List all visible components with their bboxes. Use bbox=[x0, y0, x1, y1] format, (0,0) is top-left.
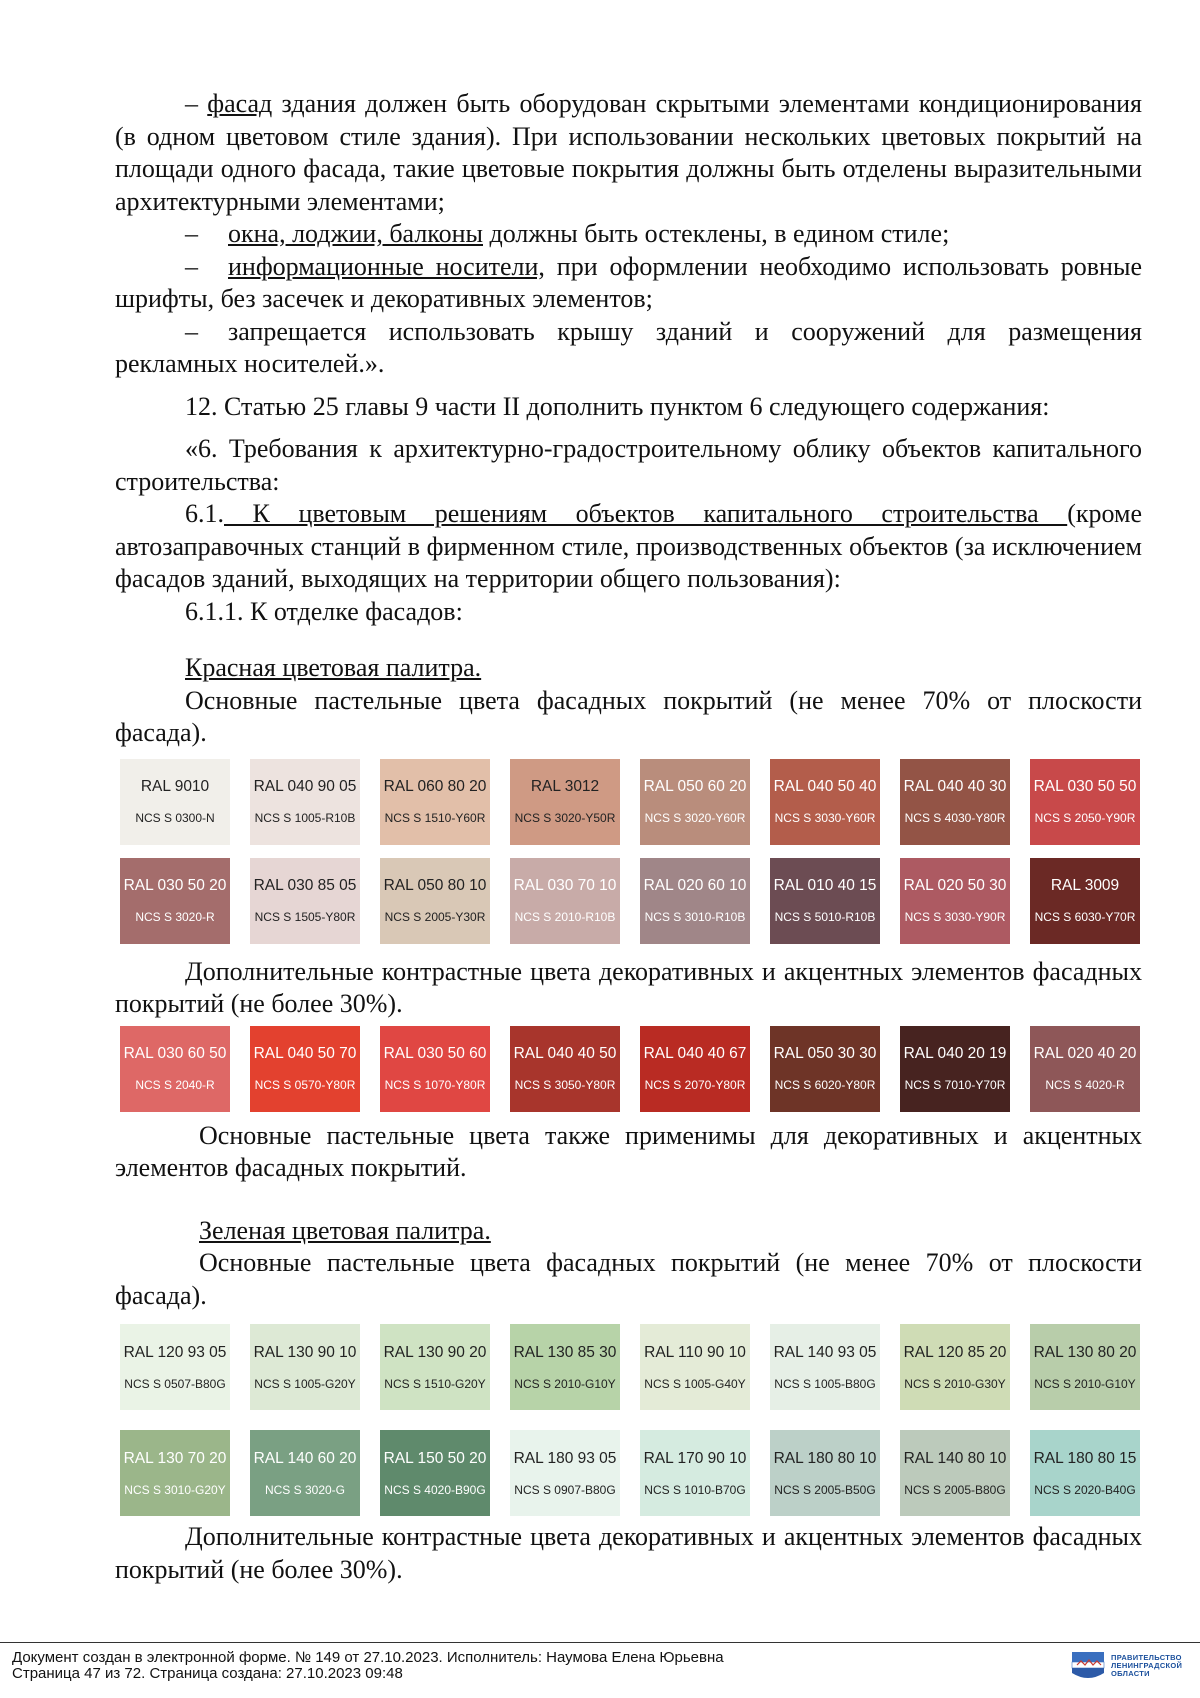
color-swatch bbox=[1030, 1430, 1140, 1516]
swatch-ncs-code: NCS S 2070-Y80R bbox=[644, 1078, 746, 1092]
swatch-ncs-code: NCS S 3010-R10B bbox=[644, 910, 746, 924]
swatch-ncs-code: NCS S 2010-R10B bbox=[514, 910, 616, 924]
color-swatch bbox=[380, 1026, 490, 1112]
swatch-ral-code: RAL 010 40 15 bbox=[773, 877, 877, 894]
red-palette-heading: Красная цветовая палитра. bbox=[185, 653, 482, 682]
paragraph-requirements: «6. Требования к архитектурно-градостроительному облику объектов капитального строительства: bbox=[115, 434, 1142, 496]
paragraph-text: должны быть остеклены, в едином стиле; bbox=[483, 219, 950, 248]
clause-number: 6.1. bbox=[185, 499, 224, 528]
swatch-ral-code: RAL 130 90 20 bbox=[383, 1343, 487, 1361]
swatch-ral-code: RAL 120 93 05 bbox=[123, 1343, 227, 1361]
swatch-ral-code: RAL 030 50 60 bbox=[383, 1045, 487, 1062]
swatch-ral-code: RAL 050 30 30 bbox=[773, 1045, 877, 1062]
swatch-ncs-code: NCS S 2005-Y30R bbox=[384, 910, 486, 924]
color-swatch bbox=[120, 858, 230, 944]
swatch-ral-code: RAL 9010 bbox=[140, 778, 210, 795]
color-swatch bbox=[510, 858, 620, 944]
swatch-ral-code: RAL 180 80 15 bbox=[1033, 1449, 1137, 1467]
list-dash: – bbox=[185, 251, 198, 281]
swatch-ral-code: RAL 150 50 20 bbox=[383, 1449, 487, 1467]
swatch-ral-code: RAL 020 50 30 bbox=[903, 877, 1007, 894]
color-swatch bbox=[380, 1430, 490, 1516]
swatch-ncs-code: NCS S 2005-B50G bbox=[774, 1482, 876, 1497]
color-swatch bbox=[1030, 1026, 1140, 1112]
swatch-ncs-code: NCS S 2020-B40G bbox=[1034, 1482, 1136, 1497]
color-swatch bbox=[1030, 1324, 1140, 1410]
color-swatch bbox=[250, 759, 360, 845]
logo-line: ЛЕНИНГРАДСКОЙ bbox=[1111, 1661, 1183, 1670]
swatch-ral-code: RAL 130 70 20 bbox=[123, 1449, 227, 1467]
swatch-ncs-code: NCS S 1010-B70G bbox=[644, 1482, 746, 1497]
list-dash: – bbox=[185, 219, 198, 248]
footer-line-page: Страница 47 из 72. Страница создана: 27.10.2023 09:48 bbox=[12, 1665, 403, 1682]
color-swatch bbox=[250, 1430, 360, 1516]
swatch-ral-code: RAL 020 40 20 bbox=[1033, 1045, 1137, 1062]
swatch-ral-code: RAL 040 40 67 bbox=[643, 1045, 747, 1062]
red-extra-caption: Дополнительные контрастные цвета декоративных и акцентных элементов фасадных покрытий (не более 30%). bbox=[115, 956, 1142, 1018]
swatch-ncs-code: NCS S 3030-Y90R bbox=[904, 910, 1006, 924]
red-main-caption: Основные пастельные цвета фасадных покрытий (не менее 70% от плоскости фасада). bbox=[115, 685, 1142, 747]
swatch-ncs-code: NCS S 7010-Y70R bbox=[904, 1078, 1006, 1092]
swatch-ral-code: RAL 3009 bbox=[1050, 877, 1120, 894]
swatch-ral-code: RAL 140 93 05 bbox=[773, 1343, 877, 1361]
color-swatch bbox=[640, 1324, 750, 1410]
swatch-ncs-code: NCS S 0300-N bbox=[135, 811, 215, 825]
paragraph-windows bbox=[115, 218, 1142, 251]
swatch-ral-code: RAL 180 93 05 bbox=[513, 1449, 617, 1467]
color-swatch bbox=[770, 1430, 880, 1516]
swatch-ncs-code: NCS S 3020-R bbox=[135, 910, 215, 924]
swatch-ral-code: RAL 030 60 50 bbox=[123, 1045, 227, 1062]
document-page bbox=[115, 88, 1142, 1586]
logo-line: ПРАВИТЕЛЬСТВО bbox=[1111, 1653, 1182, 1662]
swatch-ral-code: RAL 060 80 20 bbox=[383, 778, 487, 795]
color-swatch bbox=[770, 858, 880, 944]
color-swatch bbox=[770, 1026, 880, 1112]
swatch-ral-code: RAL 030 85 05 bbox=[253, 877, 357, 894]
swatch-ncs-code: NCS S 1510-Y60R bbox=[384, 811, 486, 825]
color-swatch bbox=[640, 1430, 750, 1516]
color-swatch bbox=[640, 1026, 750, 1112]
logo-text bbox=[1111, 1654, 1182, 1678]
swatch-ncs-code: NCS S 1005-G20Y bbox=[254, 1376, 356, 1391]
swatch-ncs-code: NCS S 1510-G20Y bbox=[384, 1376, 486, 1391]
swatch-ncs-code: NCS S 2010-G30Y bbox=[904, 1376, 1006, 1391]
paragraph-roof bbox=[115, 316, 1142, 381]
term-info-carriers: информационные носители, bbox=[228, 251, 545, 281]
color-swatch bbox=[770, 1324, 880, 1410]
coat-of-arms-icon bbox=[1071, 1651, 1105, 1681]
swatch-ncs-code: NCS S 3010-G20Y bbox=[124, 1482, 226, 1497]
swatch-ncs-code: NCS S 1005-R10B bbox=[254, 811, 356, 825]
swatch-ncs-code: NCS S 4020-R bbox=[1045, 1078, 1125, 1092]
color-swatch bbox=[510, 759, 620, 845]
red-main-row-2 bbox=[120, 858, 1142, 944]
swatch-ral-code: RAL 130 80 20 bbox=[1033, 1343, 1137, 1361]
swatch-ncs-code: NCS S 4030-Y80R bbox=[904, 811, 1006, 825]
red-note: Основные пастельные цвета также применимы для декоративных и акцентных элементов фасадных покрытий. bbox=[115, 1120, 1142, 1182]
green-main-row-2 bbox=[120, 1430, 1142, 1516]
color-swatch bbox=[120, 759, 230, 845]
color-swatch bbox=[510, 1026, 620, 1112]
swatch-ral-code: RAL 040 90 05 bbox=[253, 778, 357, 795]
term-windows: окна, лоджии, балконы bbox=[228, 219, 483, 248]
swatch-ncs-code: NCS S 3020-Y50R bbox=[514, 811, 616, 825]
government-logo bbox=[1071, 1651, 1182, 1681]
swatch-ral-code: RAL 040 50 70 bbox=[253, 1045, 357, 1062]
paragraph-facade-finish: 6.1.1. К отделке фасадов: bbox=[185, 596, 463, 626]
swatch-ral-code: RAL 050 60 20 bbox=[643, 778, 747, 795]
swatch-ral-code: RAL 030 70 10 bbox=[513, 877, 617, 894]
color-swatch bbox=[900, 1026, 1010, 1112]
swatch-ncs-code: NCS S 6030-Y70R bbox=[1034, 910, 1136, 924]
swatch-ncs-code: NCS S 0507-B80G bbox=[124, 1376, 226, 1391]
color-swatch bbox=[380, 1324, 490, 1410]
swatch-ncs-code: NCS S 2005-B80G bbox=[904, 1482, 1006, 1497]
footer-text bbox=[12, 1650, 724, 1682]
swatch-ral-code: RAL 130 90 10 bbox=[253, 1343, 357, 1361]
paragraph-facade bbox=[115, 88, 1142, 218]
color-swatch bbox=[640, 858, 750, 944]
swatch-ncs-code: NCS S 3020-Y60R bbox=[644, 811, 746, 825]
swatch-ral-code: RAL 040 50 40 bbox=[773, 778, 877, 795]
swatch-ncs-code: NCS S 3050-Y80R bbox=[514, 1078, 616, 1092]
color-swatch bbox=[1030, 759, 1140, 845]
paragraph-article-25: 12. Статью 25 главы 9 части II дополнить пунктом 6 следующего содержания: bbox=[185, 391, 1050, 421]
color-swatch bbox=[380, 858, 490, 944]
color-swatch bbox=[250, 1026, 360, 1112]
clause-title: К цветовым решениям объектов капитального строительства bbox=[224, 499, 1068, 528]
swatch-ncs-code: NCS S 2050-Y90R bbox=[1034, 811, 1136, 825]
color-swatch bbox=[510, 1324, 620, 1410]
swatch-ncs-code: NCS S 3020-G bbox=[264, 1482, 346, 1497]
color-swatch bbox=[900, 858, 1010, 944]
red-main-row-1 bbox=[120, 759, 1142, 845]
color-swatch bbox=[380, 759, 490, 845]
swatch-ncs-code: NCS S 3030-Y60R bbox=[774, 811, 876, 825]
swatch-ncs-code: NCS S 5010-R10B bbox=[774, 910, 876, 924]
swatch-ncs-code: NCS S 2010-G10Y bbox=[1034, 1376, 1136, 1391]
paragraph-color-solutions bbox=[115, 498, 1142, 596]
term-facade: фасад bbox=[207, 89, 273, 118]
swatch-ral-code: RAL 040 40 50 bbox=[513, 1045, 617, 1062]
color-swatch bbox=[120, 1026, 230, 1112]
document-footer bbox=[0, 1642, 1200, 1682]
color-swatch bbox=[120, 1430, 230, 1516]
color-swatch bbox=[900, 1324, 1010, 1410]
swatch-ral-code: RAL 050 80 10 bbox=[383, 877, 487, 894]
list-dash: – bbox=[185, 316, 198, 346]
color-swatch bbox=[1030, 858, 1140, 944]
color-swatch bbox=[770, 759, 880, 845]
swatch-ncs-code: NCS S 1005-G40Y bbox=[644, 1376, 746, 1391]
paragraph-text: (кроме автозаправочных станций в фирменном стиле, производственных объектов (за исключением фасадов зданий, выходящих на территории общего пользования): bbox=[115, 499, 1142, 593]
paragraph-info-carriers bbox=[115, 251, 1142, 316]
color-swatch bbox=[900, 759, 1010, 845]
swatch-ncs-code: NCS S 6020-Y80R bbox=[774, 1078, 876, 1092]
color-swatch bbox=[120, 1324, 230, 1410]
swatch-ral-code: RAL 140 80 10 bbox=[903, 1449, 1007, 1467]
swatch-ncs-code: NCS S 1070-Y80R bbox=[384, 1078, 486, 1092]
footer-line-document: Документ создан в электронной форме. № 149 от 27.10.2023. Исполнитель: Наумова Елена Юрьевна bbox=[12, 1649, 724, 1666]
color-swatch bbox=[510, 1430, 620, 1516]
swatch-ncs-code: NCS S 1005-B80G bbox=[774, 1376, 876, 1391]
swatch-ral-code: RAL 030 50 50 bbox=[1033, 778, 1137, 795]
green-main-row-1 bbox=[120, 1324, 1142, 1410]
green-extra-caption: Дополнительные контрастные цвета декоративных и акцентных элементов фасадных покрытий (не более 30%). bbox=[115, 1522, 1142, 1584]
color-swatch bbox=[250, 1324, 360, 1410]
swatch-ral-code: RAL 110 90 10 bbox=[644, 1343, 746, 1361]
color-swatch bbox=[640, 759, 750, 845]
swatch-ral-code: RAL 140 60 20 bbox=[253, 1449, 357, 1467]
green-palette-heading: Зеленая цветовая палитра. bbox=[199, 1215, 491, 1245]
swatch-ral-code: RAL 3012 bbox=[530, 778, 600, 795]
logo-line: ОБЛАСТИ bbox=[1111, 1669, 1150, 1678]
list-dash: – bbox=[185, 89, 208, 118]
swatch-ncs-code: NCS S 2040-R bbox=[135, 1078, 215, 1092]
paragraph-text: при оформлении необходимо использовать ровные шрифты, без засечек и декоративных элементов; bbox=[115, 251, 1142, 313]
swatch-ncs-code: NCS S 4020-B90G bbox=[384, 1482, 486, 1497]
swatch-ral-code: RAL 030 50 20 bbox=[123, 877, 227, 894]
swatch-ncs-code: NCS S 1505-Y80R bbox=[254, 910, 356, 924]
swatch-ncs-code: NCS S 0907-B80G bbox=[514, 1482, 616, 1497]
paragraph-text: здания должен быть оборудован скрытыми элементами кондиционирования (в одном цветовом стиле здания). При использовании нескольких цветовых покрытий на площади одного фасада, такие цветовые покрытия должны быть отделены выразительными архитектурными элементами; bbox=[115, 89, 1142, 216]
swatch-ral-code: RAL 020 60 10 bbox=[643, 877, 747, 894]
swatch-ncs-code: NCS S 0570-Y80R bbox=[254, 1078, 356, 1092]
swatch-ral-code: RAL 040 20 19 bbox=[903, 1045, 1007, 1062]
swatch-ral-code: RAL 130 85 30 bbox=[513, 1343, 617, 1361]
red-extra-row bbox=[120, 1026, 1142, 1112]
paragraph-text: запрещается использовать крышу зданий и сооружений для размещения рекламных носителей.». bbox=[115, 316, 1142, 378]
color-swatch bbox=[250, 858, 360, 944]
swatch-ral-code: RAL 170 90 10 bbox=[643, 1449, 747, 1467]
swatch-ral-code: RAL 040 40 30 bbox=[903, 778, 1007, 795]
green-main-caption: Основные пастельные цвета фасадных покрытий (не менее 70% от плоскости фасада). bbox=[115, 1248, 1142, 1310]
swatch-ncs-code: NCS S 2010-G10Y bbox=[514, 1376, 616, 1391]
color-swatch bbox=[900, 1430, 1010, 1516]
swatch-ral-code: RAL 120 85 20 bbox=[903, 1343, 1007, 1361]
swatch-ral-code: RAL 180 80 10 bbox=[773, 1449, 877, 1467]
